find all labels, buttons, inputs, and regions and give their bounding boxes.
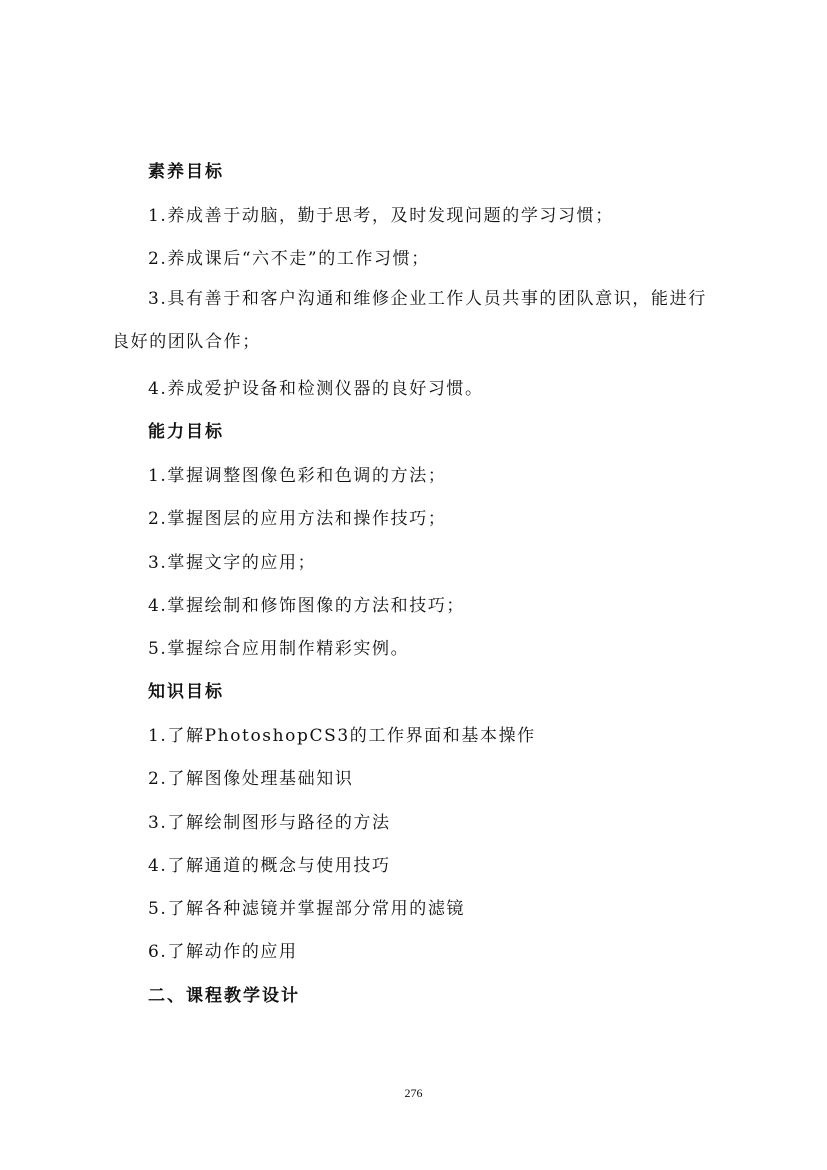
section-heading-suyang: 素养目标 [148,162,224,182]
list-item-wrapped: 3.具有善于和客户沟通和维修企业工作人员共事的团队意识，能进行良好的团队合作； [112,289,707,352]
section-heading-zhishi: 知识目标 [148,682,224,702]
list-item: 3.了解绘制图形与路径的方法 [148,813,391,833]
list-item: 4.养成爱护设备和检测仪器的良好习惯。 [148,379,484,399]
list-item: 1.了解PhotoshopCS3的工作界面和基本操作 [148,726,536,746]
list-item: 3.掌握文字的应用； [148,553,317,573]
list-item: 4.掌握绘制和修饰图像的方法和技巧； [148,596,466,616]
section-heading-nengli: 能力目标 [148,422,224,442]
list-item: 6.了解动作的应用 [148,942,298,962]
list-item: 2.了解图像处理基础知识 [148,769,354,789]
next-section-heading: 二、课程教学设计 [148,986,300,1006]
list-item: 5.掌握综合应用制作精彩实例。 [148,639,410,659]
list-item: 1.掌握调整图像色彩和色调的方法； [148,466,447,486]
list-item: 5.了解各种滤镜并掌握部分常用的滤镜 [148,899,466,919]
list-item: 2.养成课后“六不走”的工作习惯； [148,249,430,269]
list-item: 1.养成善于动脑，勤于思考，及时发现问题的学习习惯； [148,206,614,226]
list-item: 4.了解通道的概念与使用技巧 [148,856,391,876]
list-item: 2.掌握图层的应用方法和操作技巧； [148,509,447,529]
page-number: 276 [404,1086,423,1100]
